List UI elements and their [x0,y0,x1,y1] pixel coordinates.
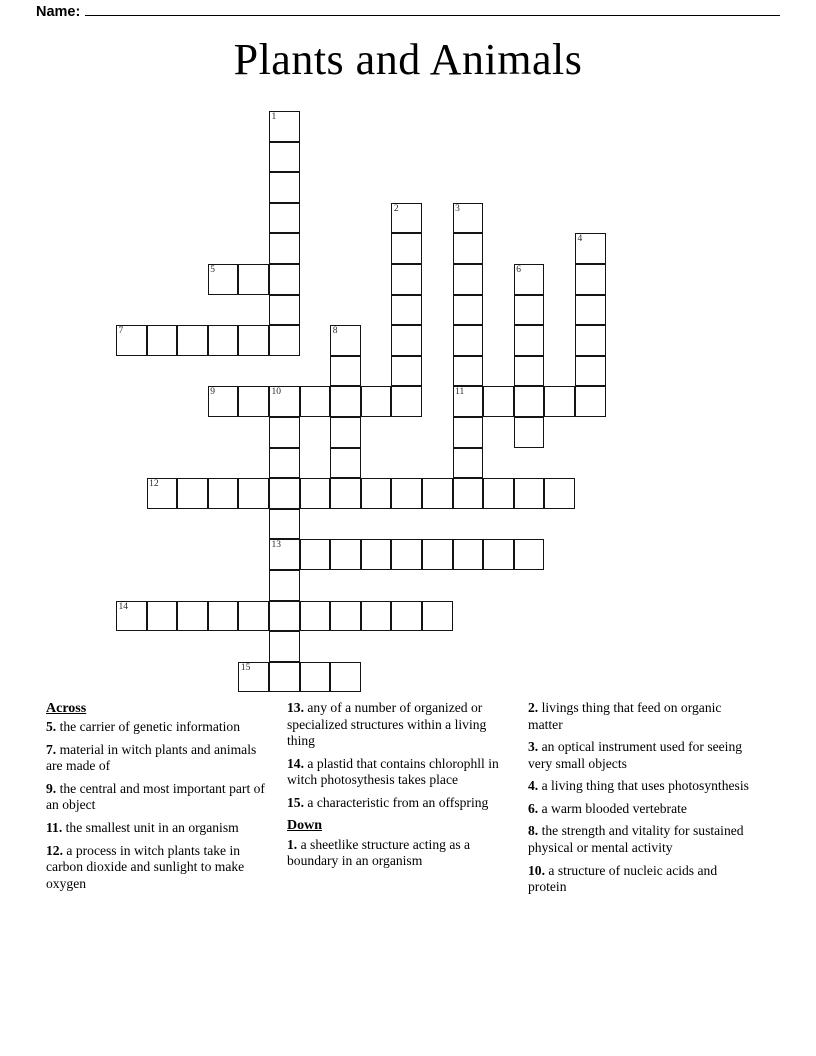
cell-number: 11 [455,387,465,398]
crossword-cell[interactable] [330,356,361,387]
cell-number: 4 [577,234,583,245]
crossword-cell[interactable] [269,264,300,295]
crossword-grid [116,111,636,711]
crossword-cell[interactable] [361,539,392,570]
crossword-cell[interactable] [300,478,331,509]
cell-number: 14 [118,601,128,612]
page-title: Plants and Animals [233,35,583,84]
cell-number: 9 [210,387,216,398]
crossword-cell[interactable] [116,601,147,632]
crossword-cell[interactable] [330,662,361,693]
clue-number: 14. [287,755,304,771]
crossword-cell[interactable] [269,448,300,479]
clue-text: any of a number of organized or specialized structures within a living thing [287,700,487,749]
crossword-cell[interactable] [514,386,545,417]
clue-text: a process in witch plants take in carbon dioxide and sunlight to make oxygen [46,842,245,891]
clue-item[interactable] [46,843,275,893]
crossword-cell[interactable] [269,386,300,417]
clue-number: 12. [46,842,63,858]
crossword-cell[interactable] [269,478,300,509]
crossword-cell[interactable] [453,417,484,448]
crossword-cell[interactable] [514,417,545,448]
clue-text: a warm blooded vertebrate [538,800,687,816]
crossword-cell[interactable] [330,386,361,417]
clue-text: a characteristic from an offspring [304,794,489,810]
clue-item[interactable] [46,719,275,736]
clue-number: 1. [287,836,298,852]
crossword-cell[interactable] [269,295,300,326]
crossword-cell[interactable] [300,386,331,417]
crossword-cell[interactable] [361,386,392,417]
crossword-cell[interactable] [269,417,300,448]
crossword-cell[interactable] [391,295,422,326]
crossword-cell[interactable] [330,417,361,448]
crossword-cell[interactable] [177,478,208,509]
crossword-cell[interactable] [269,631,300,662]
clue-item[interactable] [287,700,516,750]
cell-number: 7 [118,326,124,337]
crossword-cell[interactable] [238,325,269,356]
clue-text: the smallest unit in an organism [62,819,239,835]
crossword-cell[interactable] [514,539,545,570]
crossword-cell[interactable] [391,478,422,509]
clue-number: 13. [287,700,304,715]
clue-text: a living thing that uses photosynthesis [538,778,749,794]
clue-item[interactable] [528,823,758,856]
crossword-cell[interactable] [453,448,484,479]
cell-number: 13 [271,540,281,551]
clue-item[interactable] [528,700,758,733]
cell-number: 3 [455,203,460,214]
crossword-cell[interactable] [453,233,484,264]
clue-text: a structure of nucleic acids and protein [528,862,718,895]
name-label: Name: [36,4,81,20]
crossword-cell[interactable] [116,325,147,356]
crossword-cell[interactable] [391,601,422,632]
crossword-cell[interactable] [575,356,606,387]
crossword-cell[interactable] [269,203,300,234]
clue-text: an optical instrument used for seeing very small objects [528,739,743,771]
clue-item[interactable] [528,863,758,896]
crossword-cell[interactable] [422,539,453,570]
crossword-cell[interactable] [269,111,300,142]
crossword-cell[interactable] [147,478,178,509]
clue-text: material in witch plants and animals are made of [46,741,257,774]
cell-number: 10 [271,387,281,398]
crossword-cell[interactable] [514,356,545,387]
crossword-cell[interactable] [514,325,545,356]
crossword-cell[interactable] [391,264,422,295]
crossword-cell[interactable] [330,601,361,632]
cell-number: 2 [393,203,399,214]
crossword-cell[interactable] [269,172,300,203]
crossword-cell[interactable] [422,478,453,509]
crossword-cell[interactable] [208,478,239,509]
crossword-cell[interactable] [453,295,484,326]
crossword-cell[interactable] [269,570,300,601]
clue-column-1 [46,700,287,950]
clue-number: 8. [528,823,539,839]
crossword-cell[interactable] [514,478,545,509]
crossword-cell[interactable] [544,386,575,417]
cell-number: 5 [210,265,216,275]
crossword-cell[interactable] [483,386,514,417]
crossword-cell[interactable] [575,295,606,326]
crossword-cell[interactable] [391,356,422,387]
crossword-cell[interactable] [330,325,361,356]
clue-column-3 [528,700,770,950]
cell-number: 15 [240,662,251,673]
crossword-cell[interactable] [453,203,484,234]
clue-number: 4. [528,778,539,794]
crossword-cell[interactable] [361,478,392,509]
crossword-cell[interactable] [575,233,606,264]
cell-number: 12 [149,479,159,490]
crossword-cell[interactable] [238,264,269,295]
crossword-cell[interactable] [391,539,422,570]
down-heading: Down [287,818,323,834]
crossword-cell[interactable] [453,386,484,417]
clues-section [46,700,770,950]
cell-number: 8 [332,326,338,337]
clue-text: the strength and vitality for sustained physical or mental activity [528,823,744,856]
crossword-cell[interactable] [208,601,239,632]
clue-item[interactable] [287,837,516,870]
clue-number: 11. [46,819,63,835]
cell-number: 1 [271,112,277,122]
crossword-cell[interactable] [300,601,331,632]
crossword-cell[interactable] [238,601,269,632]
clue-item[interactable] [528,778,758,795]
clue-item[interactable] [46,781,275,814]
clue-item[interactable] [528,801,758,818]
crossword-cell[interactable] [391,203,422,234]
clue-number: 6. [528,800,539,816]
crossword-cell[interactable] [544,478,575,509]
crossword-cell[interactable] [177,601,208,632]
crossword-cell[interactable] [514,264,545,295]
crossword-cell[interactable] [453,356,484,387]
clue-text: a sheetlike structure acting as a boundary in an organism [287,836,471,869]
clue-item[interactable] [287,756,516,789]
clue-number: 5. [46,719,57,735]
clue-column-2 [287,700,528,950]
crossword-cell[interactable] [208,325,239,356]
clue-item[interactable] [46,820,275,837]
clue-text: the central and most important part of an object [46,780,265,813]
clue-number: 7. [46,741,57,757]
clue-number: 15. [287,794,304,810]
clue-number: 3. [528,739,539,755]
clue-text: livings thing that feed on organic matter [528,700,722,732]
crossword-cell[interactable] [453,325,484,356]
crossword-cell[interactable] [269,539,300,570]
crossword-cell[interactable] [575,264,606,295]
crossword-cell[interactable] [575,325,606,356]
crossword-cell[interactable] [391,233,422,264]
crossword-cell[interactable] [238,662,269,693]
crossword-cell[interactable] [269,601,300,632]
cell-number: 6 [516,265,522,275]
crossword-cell[interactable] [422,601,453,632]
clue-text: a plastid that contains chlorophll in witch photosythesis takes place [287,755,499,788]
crossword-cell[interactable] [300,539,331,570]
crossword-cell[interactable] [391,325,422,356]
crossword-cell[interactable] [238,386,269,417]
clue-item[interactable] [46,742,275,775]
crossword-cell[interactable] [330,448,361,479]
clue-number: 2. [528,700,539,715]
across-heading: Across [46,701,87,716]
crossword-cell[interactable] [147,325,178,356]
crossword-cell[interactable] [483,478,514,509]
clue-text: the carrier of genetic information [56,719,241,735]
crossword-cell[interactable] [269,325,300,356]
crossword-cell[interactable] [269,142,300,173]
clue-item[interactable] [528,739,758,772]
crossword-cell[interactable] [330,478,361,509]
crossword-cell[interactable] [391,386,422,417]
crossword-cell[interactable] [177,325,208,356]
crossword-cell[interactable] [330,539,361,570]
crossword-cell[interactable] [300,662,331,693]
crossword-cell[interactable] [483,539,514,570]
clue-number: 10. [528,862,545,878]
crossword-cell[interactable] [269,662,300,693]
crossword-cell[interactable] [269,233,300,264]
crossword-cell[interactable] [238,478,269,509]
clue-number: 9. [46,780,57,796]
crossword-cell[interactable] [453,478,484,509]
crossword-cell[interactable] [208,264,239,295]
crossword-cell[interactable] [269,509,300,540]
crossword-cell[interactable] [208,386,239,417]
crossword-cell[interactable] [575,386,606,417]
crossword-cell[interactable] [453,264,484,295]
crossword-cell[interactable] [361,601,392,632]
crossword-cell[interactable] [147,601,178,632]
clue-item[interactable] [287,795,516,812]
crossword-cell[interactable] [453,539,484,570]
crossword-cell[interactable] [514,295,545,326]
